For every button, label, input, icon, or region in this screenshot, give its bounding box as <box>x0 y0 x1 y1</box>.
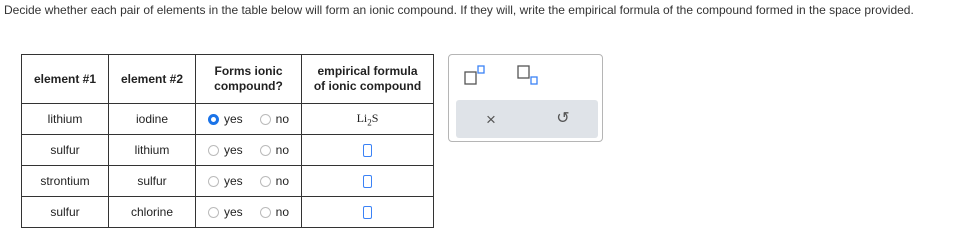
yes-radio-option[interactable] <box>208 143 243 157</box>
instructions-text: Decide whether each pair of elements in the table below will form an ionic compound. If they will, write the empirical formula of the compound formed in the space provided. <box>4 3 914 17</box>
header-empirical-line2: of ionic compound <box>313 79 422 93</box>
yes-label: yes <box>223 174 243 188</box>
no-radio-option[interactable] <box>260 112 289 126</box>
x-icon: × <box>486 109 496 129</box>
formula-palette <box>448 54 603 142</box>
no-radio-icon[interactable] <box>260 145 271 156</box>
element-1-cell: strontium <box>22 166 109 197</box>
table-row <box>22 197 434 228</box>
header-forms-ionic <box>196 55 302 104</box>
no-radio-icon[interactable] <box>260 114 271 125</box>
formula-subscript: 2 <box>367 117 372 128</box>
no-radio-option[interactable] <box>260 205 289 219</box>
formula-anion: S <box>371 110 379 125</box>
subscript-box-icon[interactable] <box>517 65 539 90</box>
undo-button[interactable] <box>528 100 598 138</box>
no-radio-option[interactable] <box>260 174 289 188</box>
formula-cation: Li <box>356 110 368 125</box>
no-radio-icon[interactable] <box>260 207 271 218</box>
element-1-cell: lithium <box>22 104 109 135</box>
superscript-box-icon[interactable] <box>464 65 486 90</box>
yes-radio-option[interactable] <box>208 112 243 126</box>
formula-cell[interactable] <box>302 197 434 228</box>
header-forms-line1: Forms ionic <box>214 64 283 78</box>
formula-answer[interactable] <box>356 110 379 128</box>
formula-answer-box[interactable] <box>363 206 372 219</box>
element-1-cell: sulfur <box>22 135 109 166</box>
header-forms-line2: compound? <box>214 79 283 93</box>
undo-icon: ↺ <box>556 110 570 127</box>
yes-radio-icon[interactable] <box>208 145 219 156</box>
question-table <box>21 54 434 228</box>
header-row <box>22 55 434 104</box>
yes-radio-icon[interactable] <box>208 176 219 187</box>
no-label: no <box>275 143 290 157</box>
no-label: no <box>275 174 290 188</box>
table-row <box>22 166 434 197</box>
yes-label: yes <box>223 143 243 157</box>
header-empirical-line1: empirical formula <box>317 64 418 78</box>
yes-label: yes <box>223 112 243 126</box>
element-2-cell: sulfur <box>109 166 196 197</box>
element-2-cell: iodine <box>109 104 196 135</box>
yes-radio-icon[interactable] <box>208 207 219 218</box>
yes-radio-selected-icon[interactable] <box>208 114 219 125</box>
no-radio-icon[interactable] <box>260 176 271 187</box>
forms-ionic-cell <box>196 197 302 228</box>
formula-cell[interactable] <box>302 135 434 166</box>
yes-radio-option[interactable] <box>208 205 243 219</box>
table-row <box>22 104 434 135</box>
yes-label: yes <box>223 205 243 219</box>
formula-cell[interactable] <box>302 166 434 197</box>
element-2-cell: lithium <box>109 135 196 166</box>
header-element-1: element #1 <box>22 55 109 104</box>
palette-action-bar <box>456 100 598 138</box>
table-row <box>22 135 434 166</box>
yes-radio-option[interactable] <box>208 174 243 188</box>
element-2-cell: chlorine <box>109 197 196 228</box>
forms-ionic-cell <box>196 135 302 166</box>
forms-ionic-cell <box>196 104 302 135</box>
no-label: no <box>275 112 290 126</box>
header-empirical-formula <box>302 55 434 104</box>
formula-cell[interactable] <box>302 104 434 135</box>
clear-button[interactable] <box>456 100 526 138</box>
formula-answer-box[interactable] <box>363 144 372 157</box>
header-element-2: element #2 <box>109 55 196 104</box>
no-label: no <box>275 205 290 219</box>
no-radio-option[interactable] <box>260 143 289 157</box>
forms-ionic-cell <box>196 166 302 197</box>
formula-answer-box[interactable] <box>363 175 372 188</box>
element-1-cell: sulfur <box>22 197 109 228</box>
